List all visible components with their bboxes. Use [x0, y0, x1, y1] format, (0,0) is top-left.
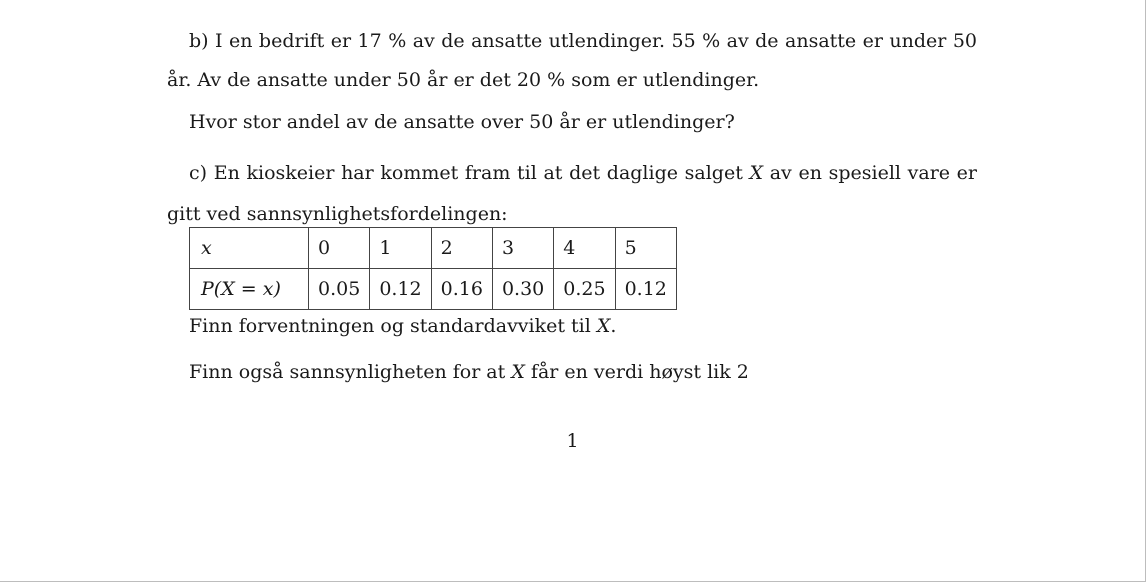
part-c-task-1	[189, 314, 616, 338]
part-c-line-1-start: c) En kioskeier har kommet fram til at det daglige salget	[189, 162, 743, 184]
table-cell: 5	[615, 228, 676, 269]
variable-x: X	[749, 162, 764, 184]
part-c-task-2	[189, 360, 749, 384]
page-number: 1	[566, 430, 579, 452]
part-b-line-2: år. Av de ansatte under 50 år er det 20 % som er utlendinger.	[167, 69, 760, 91]
table-cell: 0	[309, 228, 370, 269]
part-c-line-2: gitt ved sannsynlighetsfordelingen:	[167, 203, 508, 225]
task-2-text-end: får en verdi høyst lik 2	[530, 361, 749, 383]
table-cell: 0.30	[492, 269, 553, 310]
table-cell: 4	[554, 228, 615, 269]
table-cell: 0.16	[431, 269, 492, 310]
variable-x: X	[596, 315, 611, 337]
table-row-probability	[190, 269, 677, 310]
table-cell: 2	[431, 228, 492, 269]
part-b-question: Hvor stor andel av de ansatte over 50 år er utlendinger?	[189, 111, 735, 133]
part-c-line-1-end: av en spesiell vare er	[769, 162, 978, 184]
table-cell: 0.05	[309, 269, 370, 310]
task-2-text-start: Finn også sannsynligheten for at	[189, 361, 506, 383]
probability-distribution-table	[189, 227, 677, 310]
part-c-line-1	[189, 161, 977, 185]
variable-x: X	[511, 361, 525, 383]
part-b-line-1: b) I en bedrift er 17 % av de ansatte utlendinger. 55 % av de ansatte er under 50	[189, 30, 977, 52]
table-cell: 0.12	[615, 269, 676, 310]
table-header-probability: P(X = x)	[190, 269, 309, 310]
table-cell: 1	[370, 228, 431, 269]
table-header-x: x	[190, 228, 309, 269]
table-row-x	[190, 228, 677, 269]
table-cell: 0.25	[554, 269, 615, 310]
task-1-period: .	[610, 315, 617, 337]
task-1-text: Finn forventningen og standardavviket til	[189, 315, 591, 337]
table-cell: 3	[492, 228, 553, 269]
table-cell: 0.12	[370, 269, 431, 310]
